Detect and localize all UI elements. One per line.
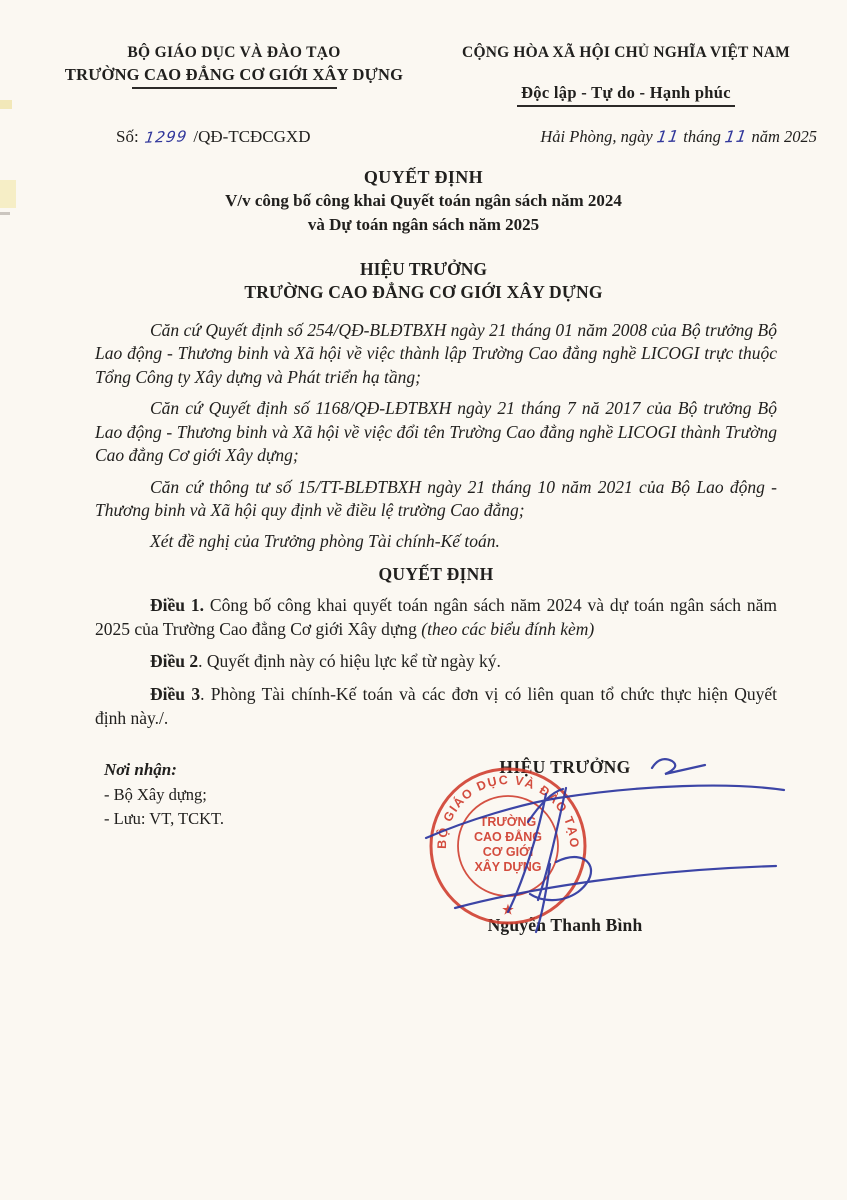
issuing-agency-name: TRƯỜNG CAO ĐẲNG CƠ GIỚI XÂY DỰNG <box>64 65 404 84</box>
recipients-block <box>104 758 224 830</box>
signature-stroke <box>426 786 784 838</box>
document-header <box>0 0 847 107</box>
place-and-date <box>540 127 817 147</box>
scan-artifact <box>0 212 10 215</box>
preamble-paragraph: Căn cứ Quyết định số 254/QĐ-BLĐTBXH ngày 21 tháng 01 năm 2008 của Bộ trưởng Bộ Lao động - Thương binh và Xã hội về việc thành lập Trường Cao đẳng nghề LICOGI trực thuộc Tổng Công ty Xây dựng và Phát triển hạ tầng; <box>95 319 777 387</box>
authority-block <box>0 259 847 303</box>
svg-text:BỘ GIÁO DỤC VÀ ĐÀO TẠO <box>435 773 582 849</box>
article-3 <box>95 683 777 731</box>
document-subject-line2: và Dự toán ngân sách năm 2025 <box>307 215 540 235</box>
number-label: Số: <box>116 127 139 146</box>
article-1 <box>95 594 777 642</box>
document-number <box>116 127 310 147</box>
signature-stroke <box>508 794 546 912</box>
preamble-paragraph: Xét đề nghị của Trưởng phòng Tài chính-Kế toán. <box>150 531 500 552</box>
article-3-label: Điều 3 <box>150 684 201 705</box>
stamp-center-line1: TRƯỜNG <box>479 815 537 829</box>
stamp-center-line4: XÂY DỰNG <box>474 860 542 874</box>
signature-stroke <box>530 857 591 900</box>
article-2 <box>95 650 777 674</box>
signature-stroke <box>538 788 566 900</box>
parent-agency-name: BỘ GIÁO DỤC VÀ ĐÀO TẠO <box>127 44 341 61</box>
article-1-text: Công bố công khai quyết toán ngân sách năm 2024 và dự toán ngân sách năm 2025 của Trường Cao đẳng Cơ giới Xây dựng <box>95 594 778 639</box>
date-suffix: năm 2025 <box>751 127 817 146</box>
authority-name: TRƯỜNG CAO ĐẲNG CƠ GIỚI XÂY DỰNG <box>244 281 603 302</box>
stamp-center-line2: CAO ĐẲNG <box>473 830 543 844</box>
scan-artifact <box>0 180 16 208</box>
article-2-label: Điều 2 <box>150 651 199 672</box>
issuing-agency-block <box>38 44 430 107</box>
stamp-center-line3: CƠ GIỚI <box>482 845 534 859</box>
article-1-italic-note: (theo các biểu đính kèm) <box>421 618 595 639</box>
official-stamp <box>426 764 590 928</box>
date-mid: tháng <box>683 127 721 146</box>
recipients-label: Nơi nhận: <box>104 760 177 779</box>
handwritten-number: 1299 <box>143 127 189 147</box>
handwritten-day: 11 <box>655 126 681 147</box>
document-title: QUYẾT ĐỊNH <box>363 167 484 187</box>
document-body <box>95 319 777 731</box>
article-3-text: . Phòng Tài chính-Kế toán và các đơn vị có liên quan tổ chức thực hiện Quyết định này./. <box>95 684 777 728</box>
scan-artifact <box>0 100 12 109</box>
national-title: CỘNG HÒA XÃ HỘI CHỦ NGHĨA VIỆT NAM <box>462 44 790 61</box>
authority-title: HIỆU TRƯỞNG <box>360 258 487 279</box>
signature-stroke <box>528 789 563 822</box>
signer-name: Nguyễn Thanh Bình <box>487 915 643 935</box>
number-suffix: /QĐ-TCĐCGXD <box>193 127 311 146</box>
handwritten-month: 11 <box>723 126 749 147</box>
article-1-label: Điều 1. <box>150 594 205 615</box>
title-block <box>0 167 847 237</box>
stamp-inner-circle <box>458 796 558 896</box>
stamp-star-icon: ★ <box>502 902 514 917</box>
meta-row <box>116 127 823 147</box>
article-2-text: . Quyết định này có hiệu lực kể từ ngày ký. <box>198 651 501 672</box>
recipient-item: - Lưu: VT, TCKT. <box>104 808 225 828</box>
national-motto: Độc lập - Tự do - Hạnh phúc <box>517 83 735 107</box>
recipient-item: - Bộ Xây dựng; <box>104 784 207 804</box>
date-prefix: Hải Phòng, ngày <box>540 127 653 146</box>
preamble-paragraph: Căn cứ thông tư số 15/TT-BLĐTBXH ngày 21 tháng 10 năm 2021 của Bộ Lao động - Thương binh và Xã hội quy định về điều lệ trường Cao đẳng; <box>95 476 777 520</box>
national-motto-block <box>433 44 819 107</box>
signer-title: HIỆU TRƯỞNG <box>499 757 631 777</box>
document-subject-line1: V/v công bố công khai Quyết toán ngân sách năm 2024 <box>225 191 622 210</box>
signature-stroke <box>455 866 776 908</box>
decision-heading: QUYẾT ĐỊNH <box>378 563 494 584</box>
preamble-paragraph: Căn cứ Quyết định số 1168/QĐ-LĐTBXH ngày 21 tháng 7 nă 2017 của Bộ trưởng Bộ Lao động - Thương binh và Xã hội về việc đổi tên Trường Cao đẳng nghề LICOGI thành Trường Cao đẳng Cơ giới Xây dựng; <box>95 398 777 466</box>
stamp-ring-text: BỘ GIÁO DỤC VÀ ĐÀO TẠO <box>434 772 582 850</box>
stamp-outer-circle <box>431 769 585 923</box>
agency-underline <box>132 87 337 89</box>
